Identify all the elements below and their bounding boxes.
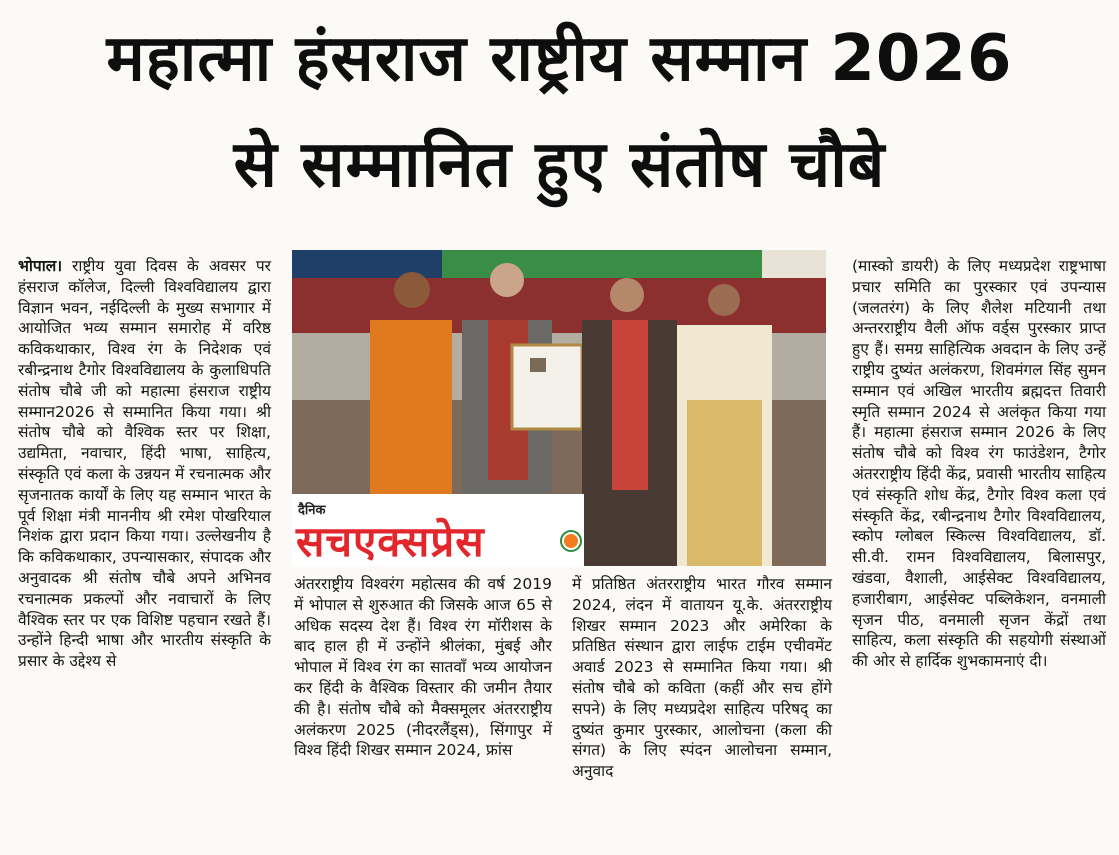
article-column-1 bbox=[18, 256, 271, 672]
dateline: भोपाल। bbox=[18, 257, 63, 275]
article-column-1-text: राष्ट्रीय युवा दिवस के अवसर पर हंसराज कॉलेज, दिल्ली विश्वविद्यालय द्वारा विज्ञान भवन, नईदिल्ली के मुख्य सभागार में आयोजित भव्य सम्मान समारोह में वरिष्ठ कविकथाकार, विश्व रंग के निदेशक एवं रबीन्द्रनाथ टैगोर विश्वविद्यालय के कुलाधिपति संतोष चौबे जी को महात्मा हंसराज राष्ट्रीय सम्मान2026 से सम्मानित किया गया। श्री संतोष चौबे को वैश्विक स्तर पर शिक्षा, उद्यमिता, नवाचार, हिंदी भाषा, साहित्य, संस्कृति एवं कला के उन्नयन में रचनात्मक और सृजनातक कार्यों के लिए यह सम्मान भारत के पूर्व शिक्षा मंत्री माननीय श्री रमेश पोखरियाल निशंक द्वारा प्रदान किया गया। उल्लेखनीय है कि कविकथाकार, उपन्यासकार, संपादक और अनुवादक श्री संतोष चौबे अपने अभिनव रचनात्मक प्रकल्पों और नवाचारों के लिए वैश्विक स्तर पर एक विशिष्ट पहचान रखते हैं। उन्होंने हिन्दी भाषा और भारतीय संस्कृति के प्रसार के उद्देश्य से bbox=[18, 257, 271, 671]
article-column-3: में प्रतिष्ठित अंतरराष्ट्रीय भारत गौरव सम्मान 2024, लंदन में वातायन यू.के. अंतरराष्ट्रीय शिखर सम्मान 2023 और अमेरिका के प्रतिष्ठित संस्थान द्वारा लाईफ टाईम एचीवमेंट अवार्ड 2023 से सम्मानित किया गया। श्री संतोष चौबे को कविता (कहीं और सच होंगे सपने) के लिए मध्यप्रदेश साहित्य परिषद् का दुष्यंत कुमार पुरस्कार, आलोचना (कला की संगत) के लिए स्पंदन आलोचना सम्मान, अनुवाद bbox=[572, 575, 832, 781]
headline-line-2: से सम्मानित हुए संतोष चौबे bbox=[233, 128, 886, 202]
headline-line-1: महात्मा हंसराज राष्ट्रीय सम्मान 2026 bbox=[106, 22, 1013, 96]
newspaper-masthead-logo bbox=[292, 494, 584, 566]
article-column-4: (मास्को डायरी) के लिए मध्यप्रदेश राष्ट्रभाषा प्रचार समिति का पुरस्कार एवं उपन्यास (जलतरंग) के लिए शैलेश मटियानी तथा अन्तरराष्ट्रीय वैली ऑफ वर्ड्स पुरस्कार प्राप्त हुए हैं। समग्र साहित्यिक अवदान के लिए उन्हें राष्ट्रीय दुष्यंत अलंकरण, शिवमंगल सिंह सुमन सम्मान एवं अखिल भारतीय ब्रह्मदत्त तिवारी स्मृति सम्मान 2024 से अलंकृत किया गया हैं। महात्मा हंसराज सम्मान 2026 के लिए संतोष चौबे को विश्व रंग फाउंडेशन, टैगोर अंतरराष्ट्रीय हिंदी केंद्र, प्रवासी भारतीय साहित्य एवं संस्कृति शोध केंद्र, टैगोर विश्व कला एवं संस्कृति केंद्र, रबीन्द्रनाथ टैगोर विश्वविद्यालय, स्कोप ग्लोबल स्किल्स विश्वविद्यालय, डॉ. सी.वी. रामन विश्वविद्यालय, बिलासपुर, खंडवा, वैशाली, आईसेक्ट विश्वविद्यालय, हजारीबाग, आईसेक्ट पब्लिकेशन, वनमाली सृजन पीठ, वनमाली सृजन केंद्रों तथा साहित्य, कला संस्कृति की सहयोगी संस्थाओं की ओर से हार्दिक शुभकामनाएं दी। bbox=[852, 257, 1106, 671]
masthead-name: सचएक्सप्रेस bbox=[296, 517, 485, 566]
masthead-small-label: दैनिक bbox=[298, 503, 326, 518]
masthead-flag-icon bbox=[562, 532, 580, 550]
article-column-2: अंतरराष्ट्रीय विश्वरंग महोत्सव की वर्ष 2019 में भोपाल से शुरुआत की जिसके आज 65 से अधिक सदस्य देश हैं। विश्व रंग मॉरीशस के बाद हाल ही में उन्होंने श्रीलंका, मुंबई और भोपाल में विश्व रंग का सातवाँ भव्य आयोजन कर हिंदी के वैश्विक विस्तार की जमीन तैयार की है। संतोष चौबे को मैक्समूलर अंतरराष्ट्रीय अलंकरण 2025 (नीदरलैंड्स), सिंगापुर में विश्व हिंदी शिखर सम्मान 2024, फ्रांस bbox=[294, 575, 552, 760]
